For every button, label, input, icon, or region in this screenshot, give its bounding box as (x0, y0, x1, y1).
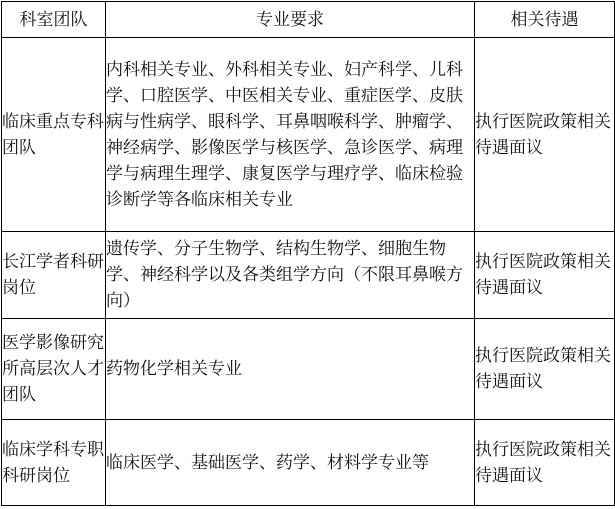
team-cell: 临床学科专职科研岗位 (2, 420, 106, 506)
requirement-cell: 内科相关专业、外科相关专业、妇产科学、儿科学、口腔医学、中医相关专业、重症医学、皮肤病与性病学、眼科学、耳鼻咽喉科学、肿瘤学、神经病学、影像医学与核医学、急诊医学、病理学与病理生理学、康复医学与理疗学、临床检验诊断学等各临床相关专业 (106, 38, 475, 232)
treatment-cell: 执行医院政策相关待遇面议 (475, 232, 615, 319)
team-cell: 医学影像研究所高层次人才团队 (2, 319, 106, 420)
table-row (2, 38, 615, 232)
table-row (2, 420, 615, 506)
table-header (2, 2, 615, 38)
treatment-cell: 执行医院政策相关待遇面议 (475, 420, 615, 506)
requirement-cell: 遗传学、分子生物学、结构生物学、细胞生物学、神经科学以及各类组学方向（不限耳鼻喉方向） (106, 232, 475, 319)
requirement-cell: 药物化学相关专业 (106, 319, 475, 420)
treatment-cell: 执行医院政策相关待遇面议 (475, 319, 615, 420)
recruitment-table (1, 1, 615, 506)
header-row (2, 2, 615, 38)
team-cell: 临床重点专科团队 (2, 38, 106, 232)
treatment-cell: 执行医院政策相关待遇面议 (475, 38, 615, 232)
table-row (2, 319, 615, 420)
table-row (2, 232, 615, 319)
header-requirement: 专业要求 (106, 2, 475, 38)
header-team: 科室团队 (2, 2, 106, 38)
requirement-cell: 临床医学、基础医学、药学、材料学专业等 (106, 420, 475, 506)
table-body (2, 38, 615, 506)
header-treatment: 相关待遇 (475, 2, 615, 38)
team-cell: 长江学者科研岗位 (2, 232, 106, 319)
